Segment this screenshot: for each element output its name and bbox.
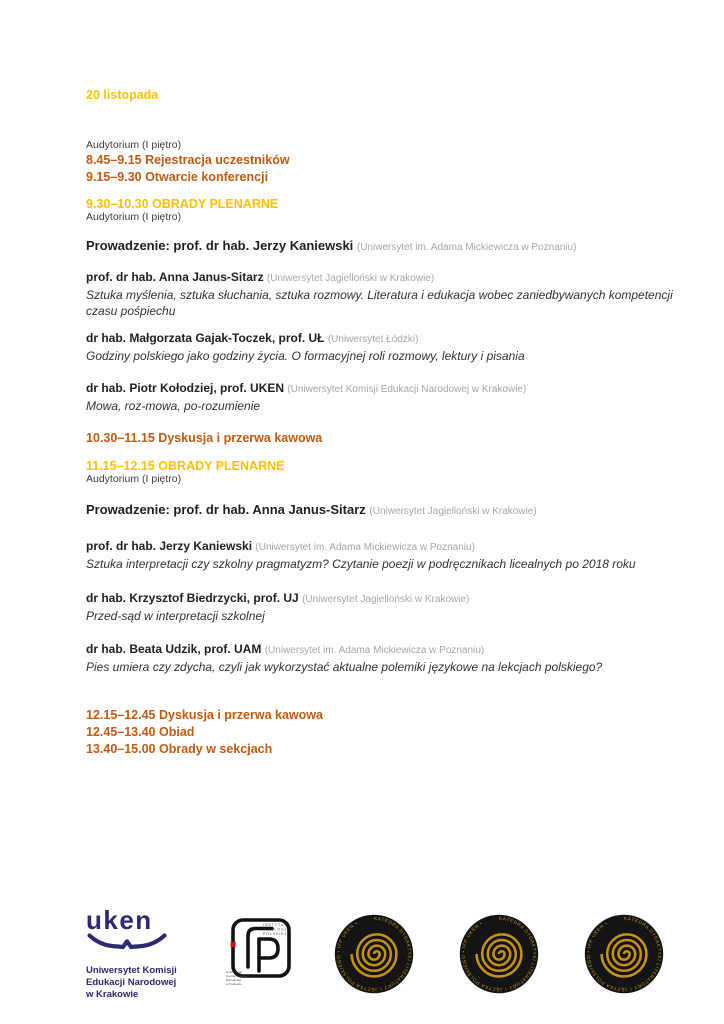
session-2-header: 11.15–12.15 OBRADY PLENARNE xyxy=(86,459,285,473)
speaker-line xyxy=(86,380,680,398)
seal-ring-text: KATEDRA DYDAKTYKI LITERATURY I JĘZYKA POLSKIEGO • IFP UKEN • xyxy=(460,915,538,993)
schedule-item-break-2: 12.15–12.45 Dyskusja i przerwa kawowa xyxy=(86,708,323,722)
ifp-sublabel-line: Uniwersytet xyxy=(226,970,243,974)
talk xyxy=(86,380,680,414)
ifp-label-line: FILOLOGII xyxy=(263,927,289,932)
speaker-affiliation: (Uniwersytet Jagielloński w Krakowie) xyxy=(302,594,470,605)
chair-name: Prowadzenie: prof. dr hab. Anna Janus-Sitarz xyxy=(86,502,366,517)
speaker-affiliation: (Uniwersytet Komisji Edukacji Narodowej w Krakowie) xyxy=(287,384,527,395)
talk-title: Sztuka myślenia, sztuka słuchania, sztuka rozmowy. Literatura i edukacja wobec zaniedbywanych kompetencji czasu pośpiechu xyxy=(86,288,673,318)
talk xyxy=(86,330,680,364)
closing-block xyxy=(86,707,680,758)
ifp-institute-logo xyxy=(225,917,291,991)
talk xyxy=(86,269,680,319)
speaker-name: dr hab. Krzysztof Biedrzycki, prof. UJ xyxy=(86,591,299,605)
session-1-header: 9.30–10.30 OBRADY PLENARNE xyxy=(86,197,279,211)
uken-caption xyxy=(86,965,184,1001)
speaker-affiliation: (Uniwersytet im. Adama Mickiewicza w Poznaniu) xyxy=(264,645,485,656)
venue-label: Audytorium (I piętro) xyxy=(86,211,182,223)
session-2-chair xyxy=(86,501,680,520)
ifp-label xyxy=(263,923,289,936)
speaker-name: dr hab. Małgorzata Gajak-Toczek, prof. UŁ xyxy=(86,331,325,345)
partner-logos-footer xyxy=(86,903,666,1005)
ifp-label-line: INSTYTUT xyxy=(263,923,288,927)
talk-title: Mowa, roz-mowa, po-rozumienie xyxy=(86,399,261,413)
ifp-red-accent xyxy=(231,942,236,947)
speaker-line xyxy=(86,269,680,287)
speaker-line xyxy=(86,538,680,556)
spiral-seal-logo xyxy=(457,912,541,996)
speaker-line xyxy=(86,641,680,659)
talk xyxy=(86,590,680,624)
speaker-affiliation: (Uniwersytet im. Adama Mickiewicza w Poznaniu) xyxy=(255,542,475,553)
ifp-sublabel-line: w Krakowie xyxy=(226,982,242,986)
uken-logo xyxy=(86,907,184,1001)
talk-title: Przed-sąd w interpretacji szkolnej xyxy=(86,609,265,623)
talk xyxy=(86,538,680,572)
opening-block xyxy=(86,139,680,186)
chair-affiliation: (Uniwersytet Jagielloński w Krakowie) xyxy=(369,506,537,517)
ifp-sublabel-line: Komisji Edukacji xyxy=(226,974,249,978)
venue-label: Audytorium (I piętro) xyxy=(86,139,182,151)
session-1-chair xyxy=(86,237,680,256)
spiral-seal-logo xyxy=(332,912,416,996)
speaker-name: dr hab. Beata Udzik, prof. UAM xyxy=(86,642,262,656)
plenary-session-1 xyxy=(86,197,680,414)
ifp-label-line: POLSKIEJ xyxy=(263,931,288,936)
ifp-sublabel-line: Narodowej xyxy=(226,978,241,982)
schedule-item-break-1: 10.30–11.15 Dyskusja i przerwa kawowa xyxy=(86,431,323,445)
speaker-name: prof. dr hab. Jerzy Kaniewski xyxy=(86,539,253,553)
schedule-item-opening: 9.15–9.30 Otwarcie konferencji xyxy=(86,170,269,184)
talk-title: Godziny polskiego jako godziny życia. O formacyjnej roli rozmowy, lektury i pisania xyxy=(86,349,525,363)
chair-name: Prowadzenie: prof. dr hab. Jerzy Kaniewski xyxy=(86,238,354,253)
speaker-line xyxy=(86,590,680,608)
uken-caption-line: w Krakowie xyxy=(86,989,139,1000)
uken-wordmark: uken xyxy=(86,905,153,935)
venue-label: Audytorium (I piętro) xyxy=(86,473,182,485)
seal-ring-text: KATEDRA DYDAKTYKI LITERATURY I JĘZYKA POLSKIEGO • IFP UKEN • xyxy=(585,915,663,993)
talk-title: Pies umiera czy zdycha, czyli jak wykorzystać aktualne polemiki językowe na lekcjach polskiego? xyxy=(86,660,603,674)
spiral-seal-logo xyxy=(582,912,666,996)
schedule-item-lunch: 12.45–13.40 Obiad xyxy=(86,725,195,739)
speaker-affiliation: (Uniwersytet Łódzki) xyxy=(327,334,419,345)
speaker-name: dr hab. Piotr Kołodziej, prof. UKEN xyxy=(86,381,284,395)
speaker-affiliation: (Uniwersytet Jagielloński w Krakowie) xyxy=(266,273,435,284)
talk-title: Sztuka interpretacji czy szkolny pragmatyzm? Czytanie poezji w podręcznikach licealnych po 2018 roku xyxy=(86,557,636,571)
talk xyxy=(86,641,680,675)
speaker-line xyxy=(86,330,680,348)
open-book-icon xyxy=(86,933,168,953)
schedule-item-registration: 8.45–9.15 Rejestracja uczestników xyxy=(86,153,290,167)
seal-ring-text: KATEDRA DYDAKTYKI LITERATURY I JĘZYKA POLSKIEGO • IFP UKEN • xyxy=(335,915,413,993)
date-header: 20 listopada xyxy=(86,88,159,102)
plenary-session-2 xyxy=(86,459,680,675)
schedule-item-sections: 13.40–15.00 Obrady w sekcjach xyxy=(86,742,273,756)
uken-caption-line: Uniwersytet Komisji xyxy=(86,965,177,976)
chair-affiliation: (Uniwersytet im. Adama Mickiewicza w Poznaniu) xyxy=(356,242,577,253)
uken-caption-line: Edukacji Narodowej xyxy=(86,977,177,988)
speaker-name: prof. dr hab. Anna Janus-Sitarz xyxy=(86,270,264,284)
ifp-sublabel xyxy=(226,970,249,986)
